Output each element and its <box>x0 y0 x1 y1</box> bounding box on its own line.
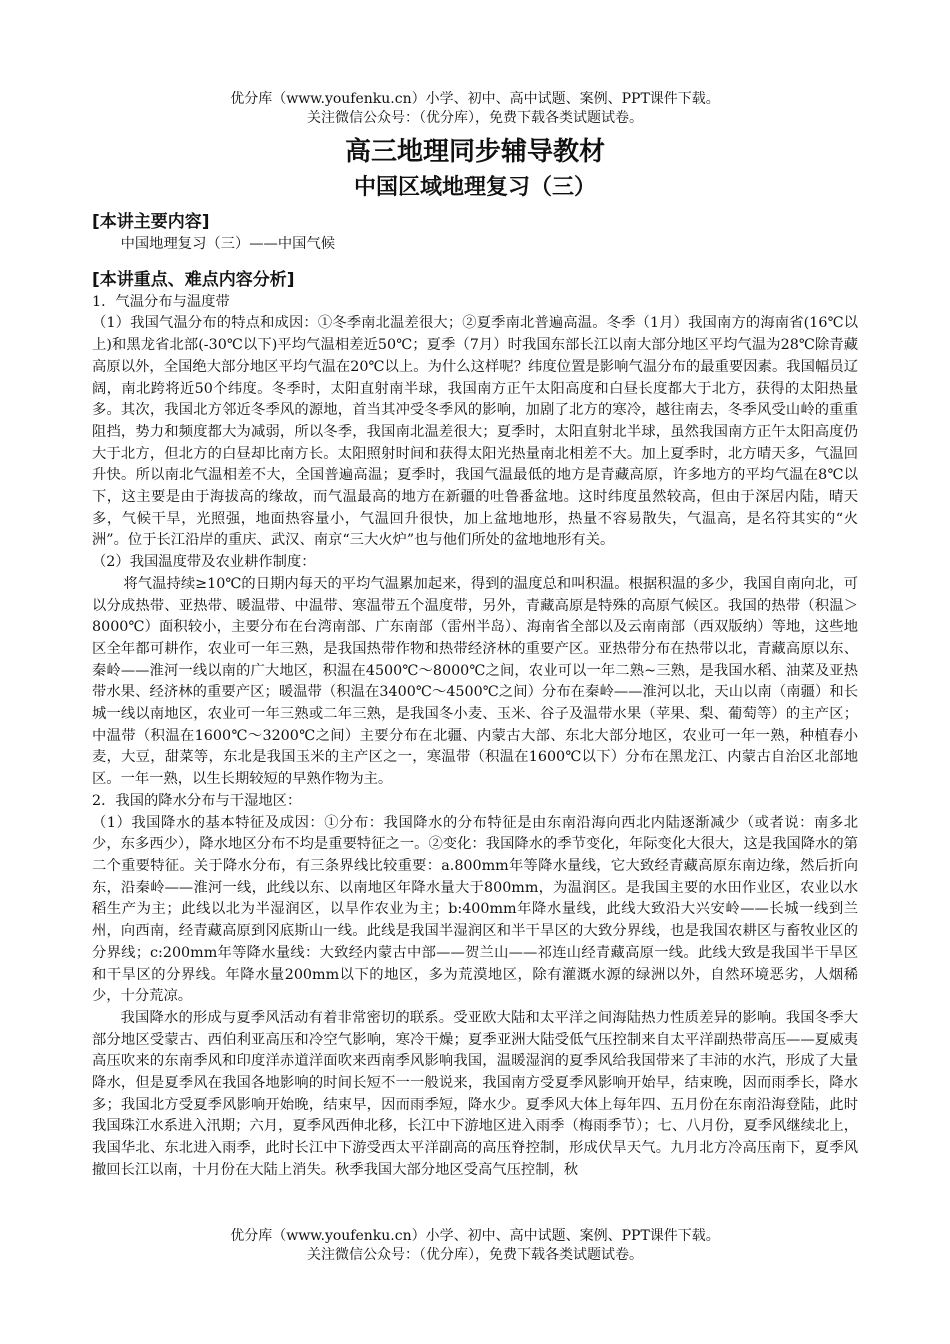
document-page <box>92 90 858 1182</box>
document-subtitle: 中国区域地理复习（三） <box>353 175 596 200</box>
header-line-2: 关注微信公众号：（优分库），免费下载各类试题试卷。 <box>307 110 643 126</box>
footer-line-1: 优分库（www.youfenku.cn）小学、初中、高中试题、案例、PPT课件下载。 <box>230 1228 720 1244</box>
section-analysis-heading: [本讲重点、难点内容分析] <box>92 269 295 290</box>
footer-line-2: 关注微信公众号：（优分库），免费下载各类试题试卷。 <box>307 1247 643 1263</box>
paragraph-temperature-distribution: （1）我国气温分布的特点和成因：①冬季南北温差很大；②夏季南北普遍高温。冬季（1月）我国南方的海南省(16℃以上)和黑龙省北部(-30℃以下)平均气温相差近50℃；夏季（7月）时我国东部长江以南大部分地区平均气温为28℃除青藏高原以外，全国绝大部分地区平均气温在20℃以上。为什么这样呢？纬度位置是影响气温分布的最重要因素。我国幅员辽阔，南北跨将近50个纬度。冬季时，太阳直射南半球，我国南方正午太阳高度和白昼长度都大于北方，获得的太阳热量多。其次，我国北方邻近冬季风的源地，首当其冲受冬季风的影响，加剧了北方的寒冷，越往南去，冬季风受山岭的重重阻挡，势力和频度都大为减弱，所以冬季，我国南北温差很大；夏季时，太阳直射北半球，虽然我国南方正午太阳高度仍大于北方，但北方的白昼却比南方长。太阳照射时间和获得太阳光热量南北相差不大。加上夏季时，北方晴天多，气温回升快。所以南北气温相差不大，全国普遍高温；夏季时，我国气温最低的地方是青藏高原，许多地方的平均气温在8℃以下，这主要是由于海拔高的缘故，而气温最高的地方在新疆的吐鲁番盆地。这时纬度虽然较高，但由于深居内陆，晴天多，气候干旱，光照强，地面热容量小，气温回升很快，加上盆地地形，热量不容易散失，气温高，是名符其实的“火洲”。位于长江沿岸的重庆、武汉、南京“三大火炉”也与他们所处的盆地地形有关。 <box>92 315 858 549</box>
heading-precipitation: 2．我国的降水分布与干湿地区： <box>92 792 302 809</box>
heading-temperature: 1．气温分布与温度带 <box>92 293 230 310</box>
header-line-1: 优分库（www.youfenku.cn）小学、初中、高中试题、案例、PPT课件下载。 <box>230 91 720 107</box>
page-footer <box>92 1227 858 1265</box>
page-header <box>92 90 858 128</box>
paragraph-temperature-zones: 将气温持续≥10℃的日期内每天的平均气温累加起来，得到的温度总和叫积温。根据积温的多少，我国自南向北，可以分成热带、亚热带、暖温带、中温带、寒温带五个温度带，另外，青藏高原是特殊的高原气候区。我国的热带（积温＞8000℃）面积较小，主要分布在台湾南部、广东南部（雷州半岛）、海南省全部以及云南南部（西双版纳）等地，这些地区全年都可耕作，农业可一年三熟，是我国热带作物和热带经济林的重要产区。亚热带分布在热带以北，青藏高原以东、秦岭——淮河一线以南的广大地区，积温在4500℃～8000℃之间，农业可以一年二熟~三熟，是我国水稻、油菜及亚热带水果、经济林的重要产区；暖温带（积温在3400℃～4500℃之间）分布在秦岭——淮河以北，天山以南（南疆）和长城一线以南地区，农业可一年三熟或二年三熟，是我国冬小麦、玉米、谷子及温带水果（苹果、梨、葡萄等）的主产区；中温带（积温在1600℃～3200℃之间）主要分布在北疆、内蒙古大部、东北大部分地区，农业可一年一熟，种植春小麦，大豆，甜菜等，东北是我国玉米的主产区之一，寒温带（积温在1600℃以下）分布在黑龙江、内蒙古自治区北部地区。一年一熟，以生长期较短的早熟作物为主。 <box>92 575 858 788</box>
document-title: 高三地理同步辅导教材 <box>344 137 605 167</box>
heading-temperature-zones: （2）我国温度带及农业耕作制度： <box>92 554 316 571</box>
paragraph-monsoon: 我国降水的形成与夏季风活动有着非常密切的联系。受亚欧大陆和太平洋之间海陆热力性质差异的影响。我国冬季大部分地区受蒙古、西伯利亚高压和冷空气影响，寒冷干燥；夏季亚洲大陆受低气压控制来自太平洋副热带高压——夏威夷高压吹来的东南季风和印度洋赤道洋面吹来西南季风影响我国，温暖湿润的夏季风给我国带来了丰沛的水汽，形成了大量降水，但是夏季风在我国各地影响的时间长短不一一般说来，我国南方受夏季风影响开始早，结束晚，因而雨季长，降水多；我国北方受夏季风影响开始晚，结束早，因而雨季短，降水少。夏季风大体上每年四、五月份在东南沿海登陆，此时我国珠江水系进入汛期；六月，夏季风西伸北移，长江中下游地区进入雨季（梅雨季节）；七、八月份，夏季风继续北上，我国华北、东北进入雨季，此时长江中下游受西太平洋副高的高压脊控制，形成伏旱天气。九月北方冷高压南下，夏季风撤回长江以南，十月份在大陆上消失。秋季我国大部分地区受高气压控制，秋 <box>92 1009 858 1178</box>
section-main-content-text: 中国地理复习（三）——中国气候 <box>120 236 336 252</box>
paragraph-precipitation-features: （1）我国降水的基本特征及成因：①分布：我国降水的分布特征是由东南沿海向西北内陆逐渐减少（或者说：南多北少，东多西少），降水地区分布不均是重要特征之一。②变化：我国降水的季节变化，年际变化大很大，这是我国降水的第二个重要特征。关于降水分布，有三条界线比较重要：a.800mm年等降水量线，它大致经青藏高原东南边缘，然后折向东，沿秦岭——淮河一线，此线以东、以南地区年降水量大于800mm，为温润区。是我国主要的水田作业区，农业以水稻生产为主；此线以北为半湿润区，以旱作农业为主；b:400mm年降水量线，此线大致沿大兴安岭——长城一线到兰州，向西南，经青藏高原到冈底斯山一线。此线是我国半湿润区和半干旱区的大致分界线，也是我国农耕区与畜牧业区的分界线；c:200mm年等降水量线：大致经内蒙古中部——贺兰山——祁连山经青藏高原一线。此线大致是我国半干旱区和干旱区的分界线。年降水量200mm以下的地区，多为荒漠地区，除有灌溉水源的绿洲以外，自然环境恶劣，人烟稀少，十分荒凉。 <box>92 814 858 1005</box>
section-main-content-heading: [本讲主要内容] <box>92 212 210 232</box>
